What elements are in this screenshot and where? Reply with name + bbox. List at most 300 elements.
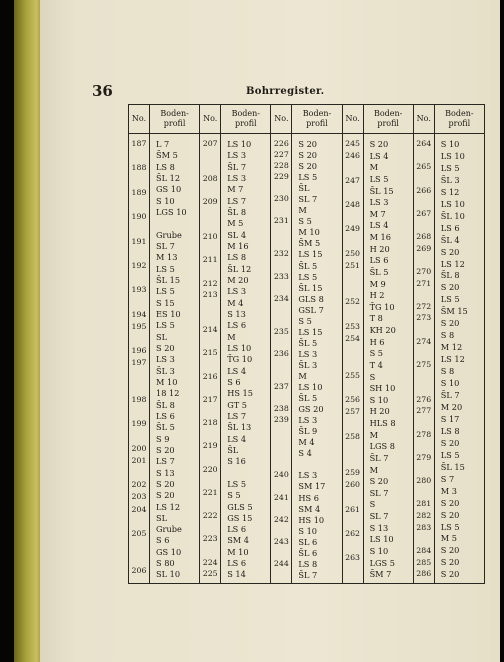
soil-profile-entry: S 20: [298, 161, 318, 172]
soil-profile-entry: S 20: [156, 444, 175, 455]
soil-profile-entry: M: [298, 205, 307, 216]
soil-profile-entry: GS 20: [298, 404, 324, 415]
soil-profile-entry: S 10: [369, 394, 389, 405]
register-number: 260: [345, 480, 360, 490]
register-number: 213: [202, 290, 218, 300]
register-number: 223: [202, 534, 218, 544]
register-number: 226: [273, 139, 289, 148]
soil-profile-entry: LS 5: [298, 271, 318, 282]
soil-profile-entry: M: [227, 331, 236, 342]
soil-profile-entry: M 12: [440, 342, 463, 353]
register-number: [343, 272, 363, 284]
register-number: [414, 173, 434, 185]
soil-profile-entry: M 10: [227, 546, 249, 557]
register-number: 196: [131, 346, 147, 356]
soil-profile-entry: M 7: [369, 208, 386, 219]
soil-profile-entry: S: [369, 371, 376, 382]
soil-profile-entry: L 7: [156, 139, 170, 149]
soil-profile-entry: S̄L 15: [298, 282, 323, 293]
soil-profile-entry: M 7: [227, 184, 244, 195]
register-number: [343, 211, 363, 223]
soil-profile-entry: S 6: [227, 376, 241, 387]
register-number: [200, 312, 220, 324]
soil-profile-entry: S̄L 15: [440, 461, 465, 472]
soil-profile-entry: SM 17: [298, 481, 326, 492]
soil-profile-entry: LS 8: [298, 558, 318, 569]
soil-profile-entry: S 20: [369, 476, 389, 487]
soil-profile-entry: 18 12: [156, 388, 180, 399]
soil-profile-entry: S̄L 8: [156, 399, 175, 410]
register-number: [129, 406, 149, 418]
number-column: [342, 134, 363, 584]
soil-profile-entry: GS 15: [227, 512, 253, 523]
soil-profile-entry: GSL 7: [298, 304, 324, 315]
soil-profile-entry: LS 6: [227, 524, 247, 535]
register-number: 269: [416, 243, 432, 253]
register-number: 252: [345, 297, 360, 307]
soil-profile-entry: S̄L 3: [440, 174, 460, 185]
register-number: [343, 382, 363, 394]
soil-profile-entry: S̄L 8: [227, 206, 247, 217]
column-header: Boden- profil: [363, 105, 413, 134]
soil-profile-entry: LS 8: [156, 161, 175, 172]
register-number: [129, 516, 149, 528]
soil-profile-entry: H 20: [369, 243, 390, 254]
register-number: [200, 452, 220, 464]
soil-profile-entry: H 6: [369, 336, 385, 347]
soil-profile-entry: LS 10: [298, 382, 323, 393]
register-number: [129, 467, 149, 479]
soil-profile-entry: S̄L 5: [156, 422, 175, 433]
soil-profile-entry: S 6: [156, 535, 170, 546]
soil-profile-entry: S 10: [440, 139, 460, 149]
register-number: 273: [416, 313, 432, 323]
register-number: 199: [131, 419, 147, 429]
register-number: [271, 503, 291, 514]
register-number: 244: [273, 558, 289, 568]
soil-profile-entry: LS 3: [227, 172, 247, 183]
soil-profile-entry: LS 10: [440, 198, 465, 209]
register-number: [414, 289, 434, 301]
register-number: 276: [416, 394, 432, 404]
soil-profile-entry: S 13: [156, 467, 175, 478]
register-number: 279: [416, 452, 432, 462]
soil-profile-entry: T 8: [369, 313, 383, 324]
register-number: 189: [131, 187, 147, 197]
register-number: 270: [416, 266, 432, 276]
register-number: 254: [345, 334, 360, 343]
soil-profile-entry: [150, 217, 199, 228]
register-number: [343, 187, 363, 199]
soil-profile-entry: M 9: [369, 278, 386, 289]
soil-profile-entry: S 20: [440, 318, 460, 329]
soil-profile-entry: S 20: [440, 246, 460, 257]
soil-profile-entry: S̄L 7: [298, 569, 318, 580]
column-header: No.: [413, 105, 434, 134]
soil-profile-entry: S̄M 5: [156, 150, 178, 161]
register-number: 257: [345, 407, 360, 417]
soil-profile-entry: S 8: [440, 330, 455, 341]
soil-profile-entry: LS 6: [227, 320, 247, 331]
soil-profile-entry: LGS 10: [156, 206, 187, 217]
register-number: 249: [345, 224, 360, 234]
soil-profile-entry: S̄L 15: [156, 274, 181, 285]
register-number: 204: [131, 504, 147, 514]
register-number: 224: [202, 557, 218, 567]
register-number: [271, 260, 291, 271]
soil-profile-entry: LS 5: [440, 521, 460, 532]
register-number: [129, 223, 149, 235]
register-number: [414, 196, 434, 208]
register-number: [129, 248, 149, 260]
register-number: [414, 382, 434, 394]
profile-column: [434, 134, 484, 584]
register-number: [343, 309, 363, 321]
soil-profile-entry: M 13: [156, 252, 178, 263]
register-number: [414, 533, 434, 545]
register-number: [271, 359, 291, 370]
register-number: [200, 336, 220, 348]
soil-profile-entry: LS 3: [369, 197, 389, 208]
soil-profile-entry: M: [369, 464, 378, 475]
soil-profile-entry: SL 10: [156, 569, 181, 580]
soil-profile-entry: S 5: [369, 348, 383, 359]
soil-profile-entry: S̄L 7: [369, 452, 389, 463]
soil-profile-entry: LGS 5: [369, 557, 395, 568]
register-number: 264: [416, 139, 432, 148]
soil-profile-entry: M 5: [227, 218, 244, 229]
register-number: [129, 199, 149, 211]
soil-profile-entry: Grube: [156, 524, 182, 535]
register-number: 194: [131, 309, 147, 319]
register-number: [343, 455, 363, 467]
register-number: [200, 405, 220, 417]
soil-profile-entry: LS 8: [440, 425, 460, 436]
register-number: [343, 565, 363, 577]
register-number: 283: [416, 522, 432, 532]
soil-profile-entry: M: [369, 429, 378, 440]
borehole-register-table: [128, 104, 485, 584]
soil-profile-entry: M 5: [440, 533, 457, 544]
soil-profile-entry: LS 12: [440, 258, 465, 269]
soil-profile-entry: S̄M 15: [440, 306, 468, 317]
soil-profile-entry: GLS 5: [227, 501, 253, 512]
register-number: [343, 162, 363, 174]
register-number: 281: [416, 499, 432, 509]
soil-profile-entry: S 10: [298, 525, 318, 536]
register-number: [343, 540, 363, 552]
soil-profile-entry: S̄M 5: [298, 238, 321, 249]
register-number: 237: [273, 382, 289, 392]
soil-profile-entry: LS 10: [227, 139, 252, 149]
column-header: No.: [342, 105, 363, 134]
register-number: 255: [345, 370, 360, 380]
soil-profile-entry: S 8: [440, 366, 455, 377]
register-number: [271, 182, 291, 193]
column-header: Boden- profil: [434, 105, 484, 134]
soil-profile-entry: LS 6: [369, 255, 389, 266]
register-number: [414, 347, 434, 359]
register-number: 262: [345, 529, 360, 538]
register-number: 272: [416, 301, 432, 311]
soil-profile-entry: LS 6: [227, 558, 247, 569]
soil-profile-entry: S 5: [298, 315, 312, 326]
register-number: 284: [416, 545, 432, 555]
soil-profile-entry: LS 7: [227, 410, 247, 421]
register-number: 214: [202, 325, 218, 334]
register-number: 258: [345, 431, 360, 441]
register-number: [414, 440, 434, 452]
register-number: 208: [202, 173, 218, 183]
soil-profile-entry: S̄L 13: [227, 422, 252, 433]
register-number: [200, 266, 220, 278]
register-number: 216: [202, 371, 218, 381]
register-number: [129, 150, 149, 162]
register-number: 211: [202, 255, 218, 265]
register-number: 202: [131, 480, 147, 490]
register-number: 263: [345, 553, 360, 563]
soil-profile-entry: M 10: [298, 227, 320, 238]
soil-profile-entry: HS 15: [227, 388, 253, 399]
register-number: 190: [131, 212, 147, 222]
soil-profile-entry: S̄L 5: [369, 266, 389, 277]
number-column: [271, 134, 292, 584]
register-number: 247: [345, 175, 360, 185]
soil-profile-entry: H 2: [369, 290, 385, 301]
register-number: 230: [273, 194, 289, 204]
register-number: 209: [202, 197, 218, 207]
soil-profile-entry: [221, 467, 270, 478]
register-number: [343, 491, 363, 503]
soil-profile-entry: M 4: [227, 297, 244, 308]
soil-profile-entry: LS 3: [298, 348, 318, 359]
register-number: 240: [273, 470, 289, 480]
register-number: 218: [202, 418, 218, 427]
number-column: [129, 134, 150, 584]
soil-profile-entry: SL 7: [369, 511, 389, 521]
soil-profile-entry: S 20: [440, 282, 460, 293]
soil-profile-entry: GS 10: [156, 184, 182, 195]
soil-profile-entry: [292, 458, 341, 469]
soil-profile-entry: S 5: [227, 490, 241, 501]
soil-profile-entry: SM 4: [298, 503, 321, 514]
soil-profile-entry: M 4: [298, 437, 315, 448]
soil-profile-entry: HS 6: [298, 492, 319, 503]
register-number: [414, 371, 434, 383]
register-number: [414, 150, 434, 162]
register-number: [343, 516, 363, 528]
soil-profile-entry: LS 4: [227, 365, 247, 376]
soil-profile-entry: LS 3: [298, 415, 318, 426]
register-number: [414, 324, 434, 336]
soil-profile-entry: S 20: [440, 497, 460, 508]
soil-profile-entry: SL 6: [298, 536, 318, 547]
soil-profile-entry: LS 10: [440, 150, 465, 161]
register-number: [200, 208, 220, 220]
register-number: [271, 458, 291, 469]
register-number: [129, 272, 149, 284]
register-number: 188: [131, 163, 147, 173]
register-number: [200, 522, 220, 534]
register-number: 203: [131, 492, 147, 502]
soil-profile-entry: S 10: [156, 195, 175, 206]
register-number: [343, 236, 363, 248]
register-number: 200: [131, 443, 147, 453]
soil-profile-entry: LS 7: [227, 195, 247, 206]
soil-profile-entry: S 16: [227, 456, 246, 467]
soil-profile-entry: S̄L 12: [156, 172, 181, 183]
column-header: No.: [271, 105, 292, 134]
register-number: [271, 447, 291, 458]
register-number: 268: [416, 232, 432, 241]
register-number: 236: [273, 348, 289, 358]
register-number: [343, 418, 363, 430]
register-number: [200, 498, 220, 510]
register-number: [129, 382, 149, 394]
register-number: 242: [273, 514, 289, 524]
register-number: [414, 487, 434, 499]
register-number: 207: [202, 139, 218, 148]
register-number: [271, 392, 291, 403]
register-number: [271, 337, 291, 348]
soil-profile-entry: H 20: [369, 406, 390, 417]
soil-profile-entry: S̄L 15: [369, 185, 394, 196]
soil-profile-entry: LS 3: [156, 354, 175, 365]
soil-profile-entry: Grube: [156, 229, 182, 240]
register-number: 277: [416, 406, 432, 416]
soil-profile-entry: S 20: [440, 545, 460, 556]
register-number: 233: [273, 271, 289, 281]
register-number: 256: [345, 394, 360, 404]
soil-profile-entry: M: [369, 162, 378, 173]
soil-profile-entry: M: [298, 370, 307, 381]
profile-column: [292, 134, 342, 584]
soil-profile-entry: S 15: [156, 297, 175, 308]
soil-profile-entry: S̄M 7: [369, 569, 392, 580]
register-number: 225: [202, 569, 218, 579]
register-number: 234: [273, 293, 289, 303]
soil-profile-entry: S̄L 6: [298, 547, 318, 558]
register-number: 267: [416, 208, 432, 218]
page-number: 36: [92, 82, 113, 100]
number-column: [413, 134, 434, 584]
register-number: 275: [416, 359, 432, 369]
soil-profile-entry: LS 15: [298, 326, 323, 337]
soil-profile-entry: S̄L 3: [156, 365, 175, 376]
soil-profile-entry: HLS 8: [369, 418, 396, 428]
soil-profile-entry: LS 3: [298, 470, 318, 481]
register-number: [271, 425, 291, 436]
soil-profile-entry: S 20: [440, 437, 460, 448]
register-number: 228: [273, 161, 289, 171]
soil-profile-entry: S̄L 12: [227, 263, 252, 274]
register-number: 231: [273, 216, 289, 226]
register-number: 285: [416, 557, 432, 567]
register-number: [200, 382, 220, 394]
register-number: 195: [131, 321, 147, 331]
register-number: 280: [416, 476, 432, 486]
register-number: 286: [416, 569, 432, 579]
soil-profile-entry: S 20: [440, 569, 460, 580]
register-number: 271: [416, 278, 432, 288]
soil-profile-entry: S 20: [156, 342, 175, 353]
register-number: [414, 464, 434, 476]
register-number: 232: [273, 249, 289, 259]
soil-profile-entry: S 80: [156, 558, 175, 569]
soil-profile-entry: LS 5: [156, 263, 175, 274]
soil-profile-entry: SM 4: [227, 535, 249, 546]
register-number: [343, 443, 363, 455]
soil-profile-entry: KH 20: [369, 325, 396, 335]
soil-profile-entry: S̄L 7: [227, 161, 247, 172]
register-number: [200, 545, 220, 557]
register-number: 193: [131, 285, 147, 295]
soil-profile-entry: HS 10: [298, 514, 325, 525]
soil-profile-entry: M 20: [440, 401, 463, 412]
register-number: [129, 333, 149, 345]
table-body-row: [129, 134, 485, 584]
soil-profile-entry: S 20: [156, 490, 175, 501]
soil-profile-entry: LS 5: [298, 172, 318, 183]
register-number: [129, 296, 149, 308]
register-number: 282: [416, 511, 432, 520]
soil-profile-entry: T 4: [369, 359, 383, 370]
soil-profile-entry: S̄L 8: [440, 270, 460, 281]
soil-profile-entry: S̄L 5: [298, 337, 318, 348]
register-number: [271, 370, 291, 381]
register-number: [200, 301, 220, 313]
register-number: [200, 475, 220, 487]
soil-profile-entry: S̄L 3: [298, 359, 318, 370]
register-number: [271, 237, 291, 248]
register-number: [271, 304, 291, 315]
register-number: [129, 540, 149, 552]
register-number: [271, 315, 291, 326]
register-number: [271, 480, 291, 491]
soil-profile-entry: S 13: [227, 308, 246, 319]
soil-profile-entry: LS 4: [227, 433, 247, 444]
soil-profile-entry: SH 10: [369, 383, 396, 394]
register-number: 212: [202, 278, 218, 288]
register-number: [200, 359, 220, 371]
register-number: 251: [345, 260, 360, 270]
soil-profile-entry: S: [369, 499, 376, 510]
column-header: No.: [200, 105, 221, 134]
column-header: Boden- profil: [150, 105, 200, 134]
soil-profile-entry: LS 8: [227, 252, 247, 263]
register-number: [129, 370, 149, 382]
soil-profile-entry: S 20: [440, 509, 460, 520]
profile-column: [150, 134, 200, 584]
soil-profile-entry: LS 12: [156, 501, 181, 512]
soil-profile-entry: LS 5: [440, 449, 460, 460]
soil-profile-entry: LS 15: [298, 249, 323, 260]
soil-profile-entry: M 20: [227, 274, 249, 285]
register-number: 265: [416, 162, 432, 172]
soil-profile-entry: SL 7: [298, 194, 318, 205]
register-number: 246: [345, 151, 360, 161]
register-number: [271, 226, 291, 237]
soil-profile-entry: GS 10: [156, 546, 182, 557]
soil-profile-entry: LS 5: [440, 162, 460, 173]
soil-profile-entry: S 20: [298, 150, 318, 161]
register-number: [271, 436, 291, 447]
soil-profile-entry: S 13: [369, 522, 389, 533]
register-number: [271, 569, 291, 580]
page-title: Bohrregister.: [246, 86, 325, 97]
soil-profile-entry: S 17: [440, 413, 460, 424]
register-number: 248: [345, 199, 360, 209]
